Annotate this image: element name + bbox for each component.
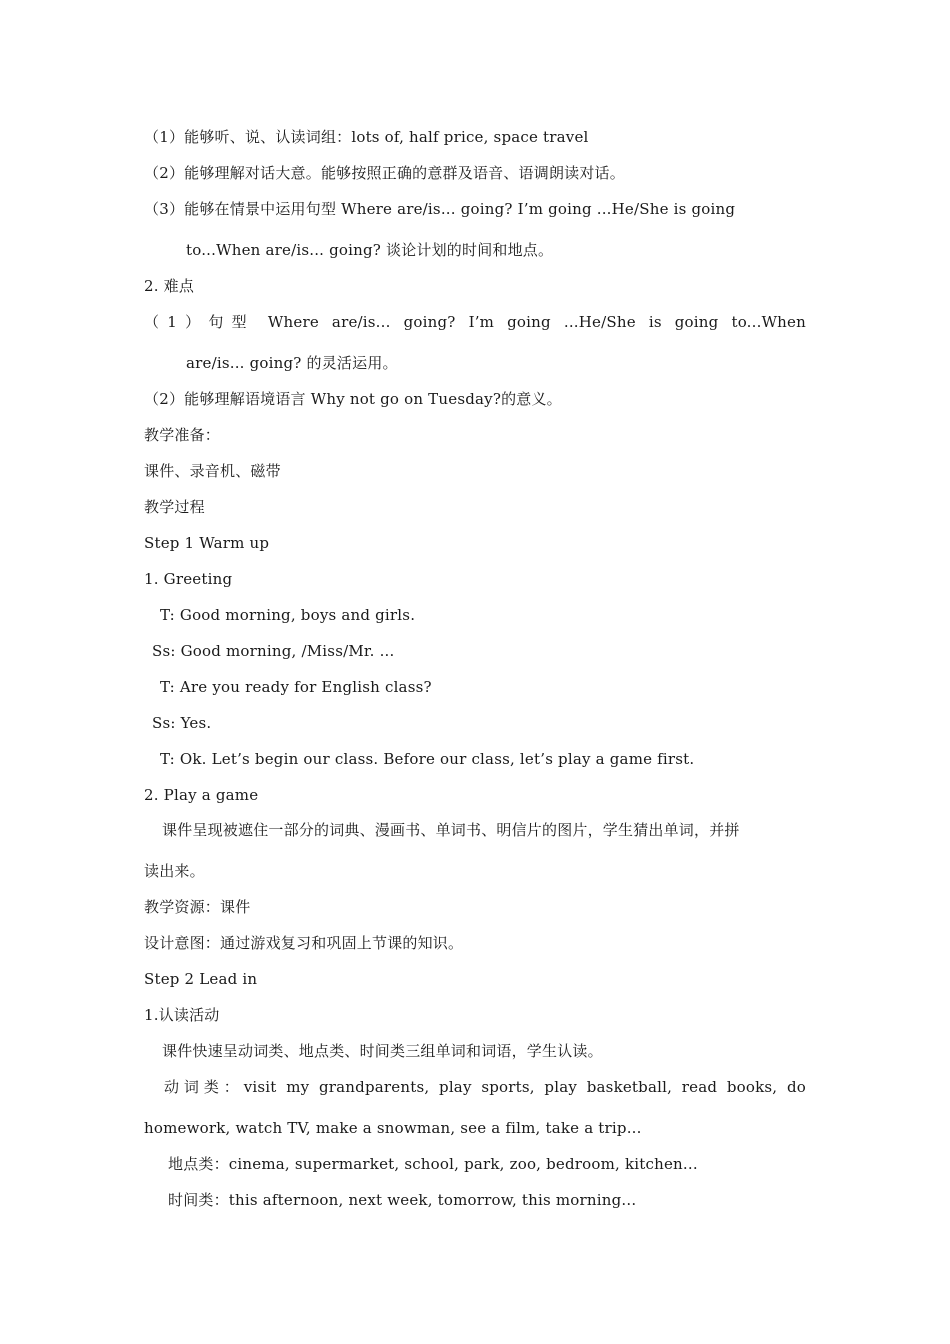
- preparation-items: 课件、录音机、磁带: [144, 462, 281, 480]
- game-description: 课件呈现被遮住一部分的词典、漫画书、单词书、明信片的图片，学生猜出单词，并拼: [162, 821, 740, 839]
- difficulty-1: （1）句型 Where are/is... going? I’m going ...He/She is going to...When: [144, 313, 806, 331]
- time-group: 时间类：this afternoon, next week, tomorrow, this morning...: [168, 1191, 637, 1209]
- objective-3-continued: to...When are/is... going? 谈论计划的时间和地点。: [186, 241, 554, 259]
- objective-1: （1）能够听、说、认读词组：lots of, half price, space travel: [144, 128, 589, 146]
- place-group: 地点类：cinema, supermarket, school, park, zoo, bedroom, kitchen...: [168, 1155, 698, 1173]
- objective-2: （2）能够理解对话大意。能够按照正确的意群及语音、语调朗读对话。: [144, 164, 625, 182]
- verb-group: 动词类：visit my grandparents, play sports, play basketball, read books, do: [164, 1078, 806, 1096]
- step-1-heading: Step 1 Warm up: [144, 534, 270, 552]
- difficulty-heading: 2. 难点: [144, 277, 195, 295]
- design-intent-note: 设计意图：通过游戏复习和巩固上节课的知识。: [144, 934, 464, 952]
- dialogue-line-5: T: Ok. Let’s begin our class. Before our class, let’s play a game first.: [160, 750, 695, 768]
- dialogue-line-1: T: Good morning, boys and girls.: [160, 606, 416, 624]
- difficulty-2: （2）能够理解语境语言 Why not go on Tuesday?的意义。: [144, 390, 562, 408]
- objective-3: （3）能够在情景中运用句型 Where are/is... going? I’m going ...He/She is going: [144, 200, 736, 218]
- game-description-continued: 读出来。: [144, 862, 205, 880]
- reading-activity-heading: 1.认读活动: [144, 1006, 220, 1024]
- dialogue-line-4: Ss: Yes.: [152, 714, 212, 732]
- process-heading: 教学过程: [144, 498, 205, 516]
- dialogue-line-3: T: Are you ready for English class?: [160, 678, 432, 696]
- greeting-heading: 1. Greeting: [144, 570, 233, 588]
- dialogue-line-2: Ss: Good morning, /Miss/Mr. ...: [152, 642, 395, 660]
- step-2-heading: Step 2 Lead in: [144, 970, 258, 988]
- preparation-heading: 教学准备：: [144, 426, 221, 444]
- difficulty-1-continued: are/is... going? 的灵活运用。: [186, 354, 398, 372]
- resource-note: 教学资源：课件: [144, 898, 251, 916]
- game-heading: 2. Play a game: [144, 786, 259, 804]
- reading-activity-description: 课件快速呈动词类、地点类、时间类三组单词和词语，学生认读。: [162, 1042, 603, 1060]
- verb-group-continued: homework, watch TV, make a snowman, see a film, take a trip...: [144, 1119, 642, 1137]
